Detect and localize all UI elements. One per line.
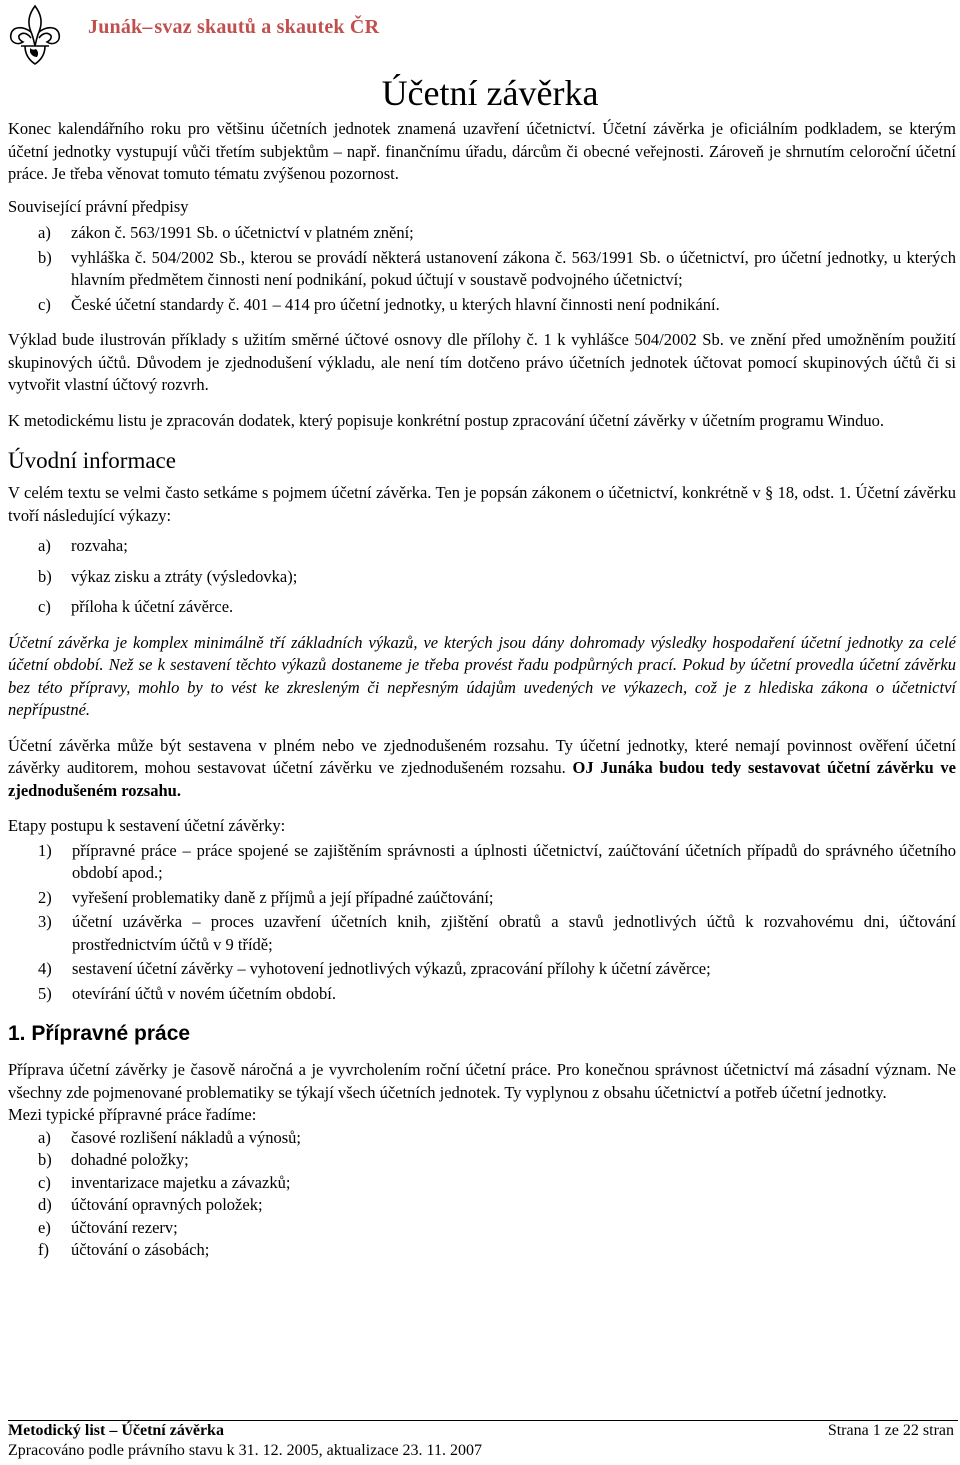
list-marker: 2)	[38, 887, 52, 907]
organization-name-part2: svaz skautů a skautek ČR	[154, 16, 380, 38]
preparation-paragraph: Příprava účetní závěrky je časově náročná a je vyvrcholením roční účetní práce. Pro konečnou správnost účetnictví má zásadní význam. Ne všechny zde pojmenované problematiky se týkají všech účetních jednotek. Ty vyplynou z obsahu účetnictví a potřeb účetní jednotky.	[8, 1060, 956, 1102]
list-marker: 5)	[38, 983, 52, 1003]
organization-name-separator: –	[142, 16, 153, 38]
list-item	[8, 887, 956, 910]
list-marker: c)	[38, 597, 51, 616]
list-marker: 3)	[38, 912, 52, 931]
list-item-text: vyhláška č. 504/2002 Sb., kterou se provádí některá ustanovení zákona č. 563/1991 Sb. o účetnictví, pro účetní jednotky, u kterých hlavním předmětem činnosti není podnikání, pokud účtují v soustavě podvojného účetnictví;	[71, 247, 956, 289]
preparation-list	[8, 1127, 956, 1262]
regulations-heading: Související právní předpisy	[8, 196, 189, 216]
footer-page-number: Strana 1 ze 22 stran	[827, 1422, 954, 1439]
list-item-text: zákon č. 563/1991 Sb. o účetnictví v platném znění;	[71, 223, 414, 242]
list-item-text: časové rozlišení nákladů a výnosů;	[71, 1127, 302, 1147]
intro-section-paragraph: V celém textu se velmi často setkáme s pojmem účetní závěrka. Ten je popsán zákonem o účetnictví, konkrétně v § 18, odst. 1. Účetní závěrku tvoří následující výkazy:	[8, 483, 956, 525]
list-item	[8, 535, 956, 558]
list-marker: 4)	[38, 959, 52, 978]
list-marker: b)	[38, 1150, 52, 1169]
footer-status-label: Zpracováno podle právního stavu k 31. 12. 2005, aktualizace 23. 11. 2007	[8, 1442, 482, 1459]
document-body	[8, 118, 956, 1262]
scope-bold-text: OJ Junáka budou tedy sestavovat účetní závěrku ve zjednodušeném rozsahu.	[8, 758, 957, 800]
list-item	[8, 222, 956, 245]
list-marker: a)	[38, 1127, 51, 1147]
list-item-text: vyřešení problematiky daně z příjmů a její případné zaúčtování;	[72, 887, 494, 907]
list-item-text: účtování rezerv;	[71, 1217, 178, 1237]
stages-list	[8, 840, 956, 1006]
scope-paragraph	[8, 735, 956, 803]
page-title: Účetní závěrka	[381, 73, 599, 113]
list-item	[8, 1172, 956, 1195]
list-item	[8, 294, 956, 317]
list-item-text: přípravné práce – práce spojené se zajištěním správnosti a úplnosti účetnictví, zaúčtování účetních případů do správného účetního období apod.;	[72, 840, 956, 882]
scout-lily-emblem-icon	[3, 2, 67, 66]
list-item	[8, 1127, 956, 1150]
section-heading-preparation: 1. Přípravné práce	[8, 1022, 191, 1045]
list-item	[8, 1149, 956, 1172]
list-item-text: účtování opravných položek;	[71, 1195, 263, 1214]
list-item-text: výkaz zisku a ztráty (výsledovka);	[71, 566, 298, 586]
organization-name	[88, 16, 379, 39]
list-item	[8, 911, 956, 956]
regulations-list	[8, 222, 956, 316]
stages-heading: Etapy postupu k sestavení účetní závěrky:	[8, 816, 286, 835]
list-item	[8, 247, 956, 292]
list-marker: a)	[38, 223, 51, 242]
organization-name-part1: Junák	[88, 16, 143, 38]
section-heading-intro: Úvodní informace	[8, 448, 176, 473]
explanation-paragraph: Výklad bude ilustrován příklady s užitím směrné účtové osnovy dle přílohy č. 1 k vyhlášce 504/2002 Sb. ve znění před umožněním použití skupinových účtů. Důvodem je zjednodušení výkladu, ale není tím dotčeno právo účetních jednotek účtovat pomocí skupinových účtů či si vytvořit vlastní účtový rozvrh.	[8, 330, 956, 394]
list-marker: b)	[38, 247, 52, 267]
list-marker: e)	[38, 1217, 51, 1237]
footer-divider	[8, 1420, 958, 1421]
list-marker: d)	[38, 1195, 52, 1214]
statements-list	[8, 535, 956, 619]
list-item	[8, 958, 956, 981]
scope-text: Účetní závěrka může být sestavena v plném nebo ve zjednodušeném rozsahu. Ty účetní jednotky, které nemají povinnost ověření účetní závěrky auditorem, mohou sestavovat účetní závěrku ve zjednodušeném rozsahu.	[8, 735, 956, 777]
preparation-list-heading: Mezi typické přípravné práce řadíme:	[8, 1105, 257, 1124]
list-item-text: účtování o zásobách;	[71, 1240, 210, 1259]
list-marker: b)	[38, 566, 52, 586]
list-item-text: rozvaha;	[71, 536, 128, 555]
list-item-text: sestavení účetní závěrky – vyhotovení jednotlivých výkazů, zpracování přílohy k účetní závěrce;	[72, 959, 711, 978]
list-marker: 1)	[38, 840, 52, 860]
list-marker: c)	[38, 294, 51, 314]
list-item	[8, 1194, 956, 1217]
appendix-paragraph: K metodickému listu je zpracován dodatek, který popisuje konkrétní postup zpracování účetní závěrky v účetním programu Winduo.	[8, 410, 885, 430]
list-marker: a)	[38, 536, 51, 555]
list-item	[8, 566, 956, 589]
list-item-text: dohadné položky;	[71, 1150, 189, 1169]
list-item-text: otevírání účtů v novém účetním období.	[72, 983, 336, 1003]
list-item	[8, 1239, 956, 1262]
intro-paragraph: Konec kalendářního roku pro většinu účetních jednotek znamená uzavření účetnictví. Účetní závěrka je oficiálním podkladem, se kterým účetní jednotky vystupují vůči třetím subjektům – např. finančnímu úřadu, dárcům či obecné veřejnosti. Zároveň je shrnutím celoroční účetní práce. Je třeba věnovat tomuto tématu zvýšenou pozornost.	[8, 119, 956, 183]
list-item-text: účetní uzávěrka – proces uzavření účetních knih, zjištění obratů a stavů jednotlivých účtů k rozvahovému dni, účtování prostřednictvím účtů v 9 třídě;	[72, 912, 956, 954]
list-marker: f)	[38, 1240, 49, 1259]
list-item-text: inventarizace majetku a závazků;	[71, 1172, 291, 1192]
list-item	[8, 1217, 956, 1240]
definition-paragraph: Účetní závěrka je komplex minimálně tří základních výkazů, ve kterých jsou dány dohromady výsledky hospodaření účetní jednotky za celé účetní období. Než se k sestavení těchto výkazů dostaneme je třeba provést řadu podpůrných prací. Pokud by účetní provedla účetní závěrku bez této přípravy, mohlo by to vést ke zkresleným či nepřesným údajům uvedených ve výkazech, což je z hlediska zákona o účetnictví nepřípustné.	[8, 632, 956, 719]
list-item	[8, 840, 956, 885]
list-item-text: České účetní standardy č. 401 – 414 pro účetní jednotky, u kterých hlavní činnosti není podnikání.	[71, 294, 720, 314]
footer-doc-label: Metodický list – Účetní závěrka	[8, 1422, 224, 1439]
list-item-text: příloha k účetní závěrce.	[71, 597, 234, 616]
list-item	[8, 596, 956, 619]
list-item	[8, 983, 956, 1006]
list-marker: c)	[38, 1172, 51, 1192]
